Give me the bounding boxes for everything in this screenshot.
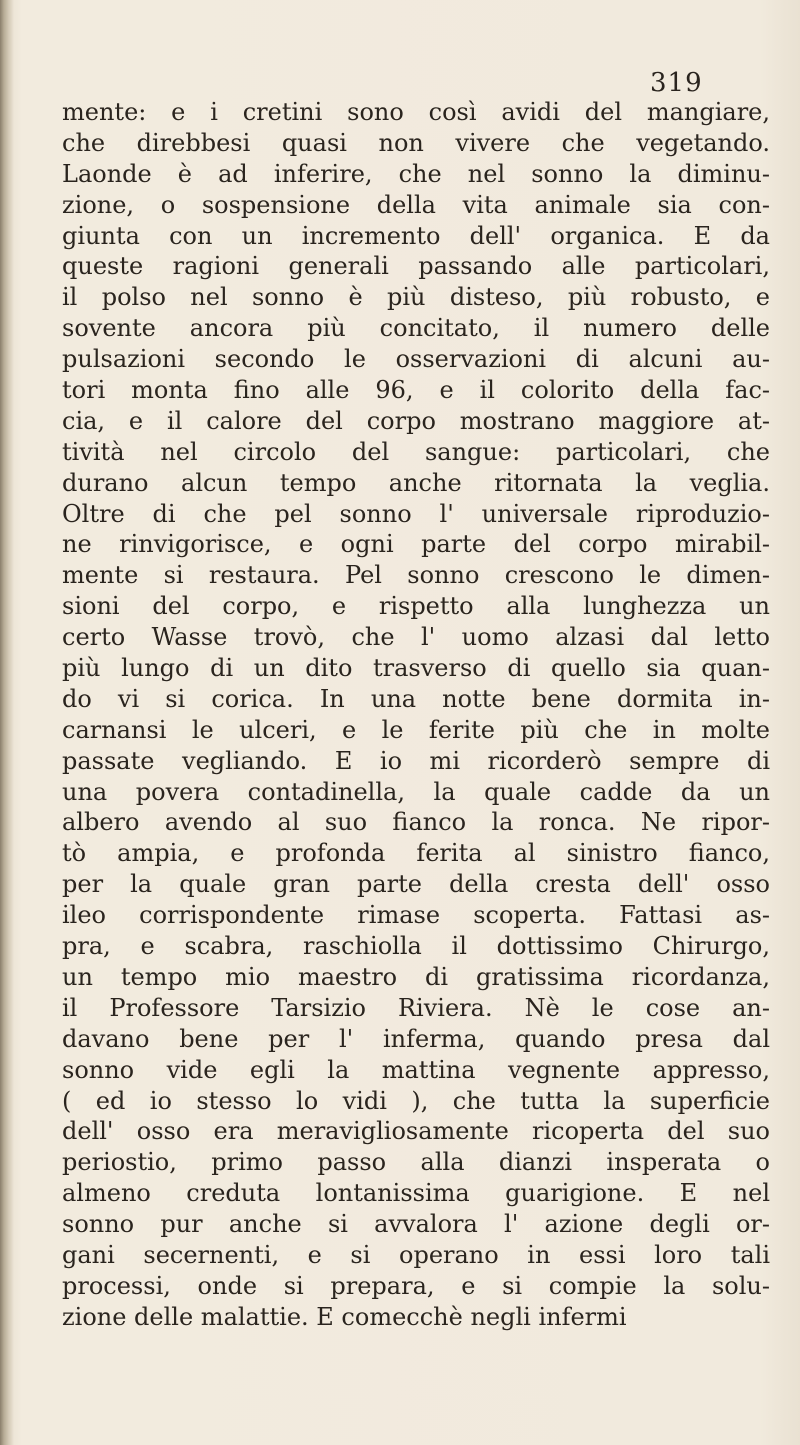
text-line: sonno vide egli la mattina vegnente appresso, bbox=[62, 1055, 770, 1084]
text-line: pra, e scabra, raschiolla il dottissimo Chirurgo, bbox=[62, 932, 770, 961]
text-line: più lungo di un dito trasverso di quello sia quan- bbox=[62, 654, 770, 683]
text-line: tività nel circolo del sangue: particolari, che bbox=[62, 437, 770, 466]
text-line: che direbbesi quasi non vivere che vegetando. bbox=[62, 128, 770, 157]
text-line: ( ed io stesso lo vidi ), che tutta la superficie bbox=[62, 1086, 770, 1115]
text-line: gani secernenti, e si operano in essi loro tali bbox=[62, 1240, 770, 1269]
text-line: zione, o sospensione della vita animale sia con- bbox=[62, 190, 770, 219]
binding-edge bbox=[0, 0, 14, 1445]
text-line: periostio, primo passo alla dianzi insperata o bbox=[62, 1148, 770, 1177]
text-line: dell' osso era meravigliosamente ricoperta del suo bbox=[62, 1117, 770, 1146]
text-line: do vi si corica. In una notte bene dormita in- bbox=[62, 684, 770, 713]
text-line: zione delle malattie. E comecchè negli infermi bbox=[62, 1302, 627, 1331]
text-line: davano bene per l' inferma, quando presa dal bbox=[62, 1024, 770, 1053]
text-line: tori monta fino alle 96, e il colorito della fac- bbox=[62, 376, 770, 405]
text-line: cia, e il calore del corpo mostrano maggiore at- bbox=[62, 406, 770, 435]
text-line: il polso nel sonno è più disteso, più robusto, e bbox=[62, 283, 770, 312]
text-line: ileo corrispondente rimase scoperta. Fattasi as- bbox=[62, 901, 770, 930]
text-line: Oltre di che pel sonno l' universale riproduzio- bbox=[62, 499, 770, 528]
text-line: carnansi le ulceri, e le ferite più che in molte bbox=[62, 715, 770, 744]
text-line: processi, onde si prepara, e si compie la solu- bbox=[62, 1271, 770, 1300]
text-line: il Professore Tarsizio Riviera. Nè le cose an- bbox=[62, 993, 770, 1022]
text-line: giunta con un incremento dell' organica. E da bbox=[62, 221, 770, 250]
text-line: un tempo mio maestro di gratissima ricordanza, bbox=[62, 962, 770, 991]
text-line: queste ragioni generali passando alle particolari, bbox=[62, 252, 770, 281]
text-line: per la quale gran parte della cresta dell' osso bbox=[62, 870, 770, 899]
text-line: Laonde è ad inferire, che nel sonno la diminu- bbox=[62, 159, 770, 188]
text-line: durano alcun tempo anche ritornata la veglia. bbox=[62, 468, 770, 497]
text-line: sioni del corpo, e rispetto alla lunghezza un bbox=[62, 592, 770, 621]
text-line: albero avendo al suo fianco la ronca. Ne ripor- bbox=[62, 808, 770, 837]
body-text bbox=[62, 97, 770, 1333]
page-number: 319 bbox=[650, 68, 703, 98]
text-line: sovente ancora più concitato, il numero delle bbox=[62, 314, 770, 343]
text-line: tò ampia, e profonda ferita al sinistro fianco, bbox=[62, 839, 770, 868]
text-line: mente si restaura. Pel sonno crescono le dimen- bbox=[62, 561, 770, 590]
text-line: pulsazioni secondo le osservazioni di alcuni au- bbox=[62, 345, 770, 374]
text-line: ne rinvigorisce, e ogni parte del corpo mirabil- bbox=[62, 530, 770, 559]
text-line: passate vegliando. E io mi ricorderò sempre di bbox=[62, 746, 770, 775]
text-line: certo Wasse trovò, che l' uomo alzasi dal letto bbox=[62, 623, 770, 652]
text-line: mente: e i cretini sono così avidi del mangiare, bbox=[62, 98, 770, 126]
text-line: almeno creduta lontanissima guarigione. E nel bbox=[62, 1179, 770, 1208]
text-line: una povera contadinella, la quale cadde da un bbox=[62, 777, 770, 806]
text-line: sonno pur anche si avvalora l' azione degli or- bbox=[62, 1210, 770, 1239]
